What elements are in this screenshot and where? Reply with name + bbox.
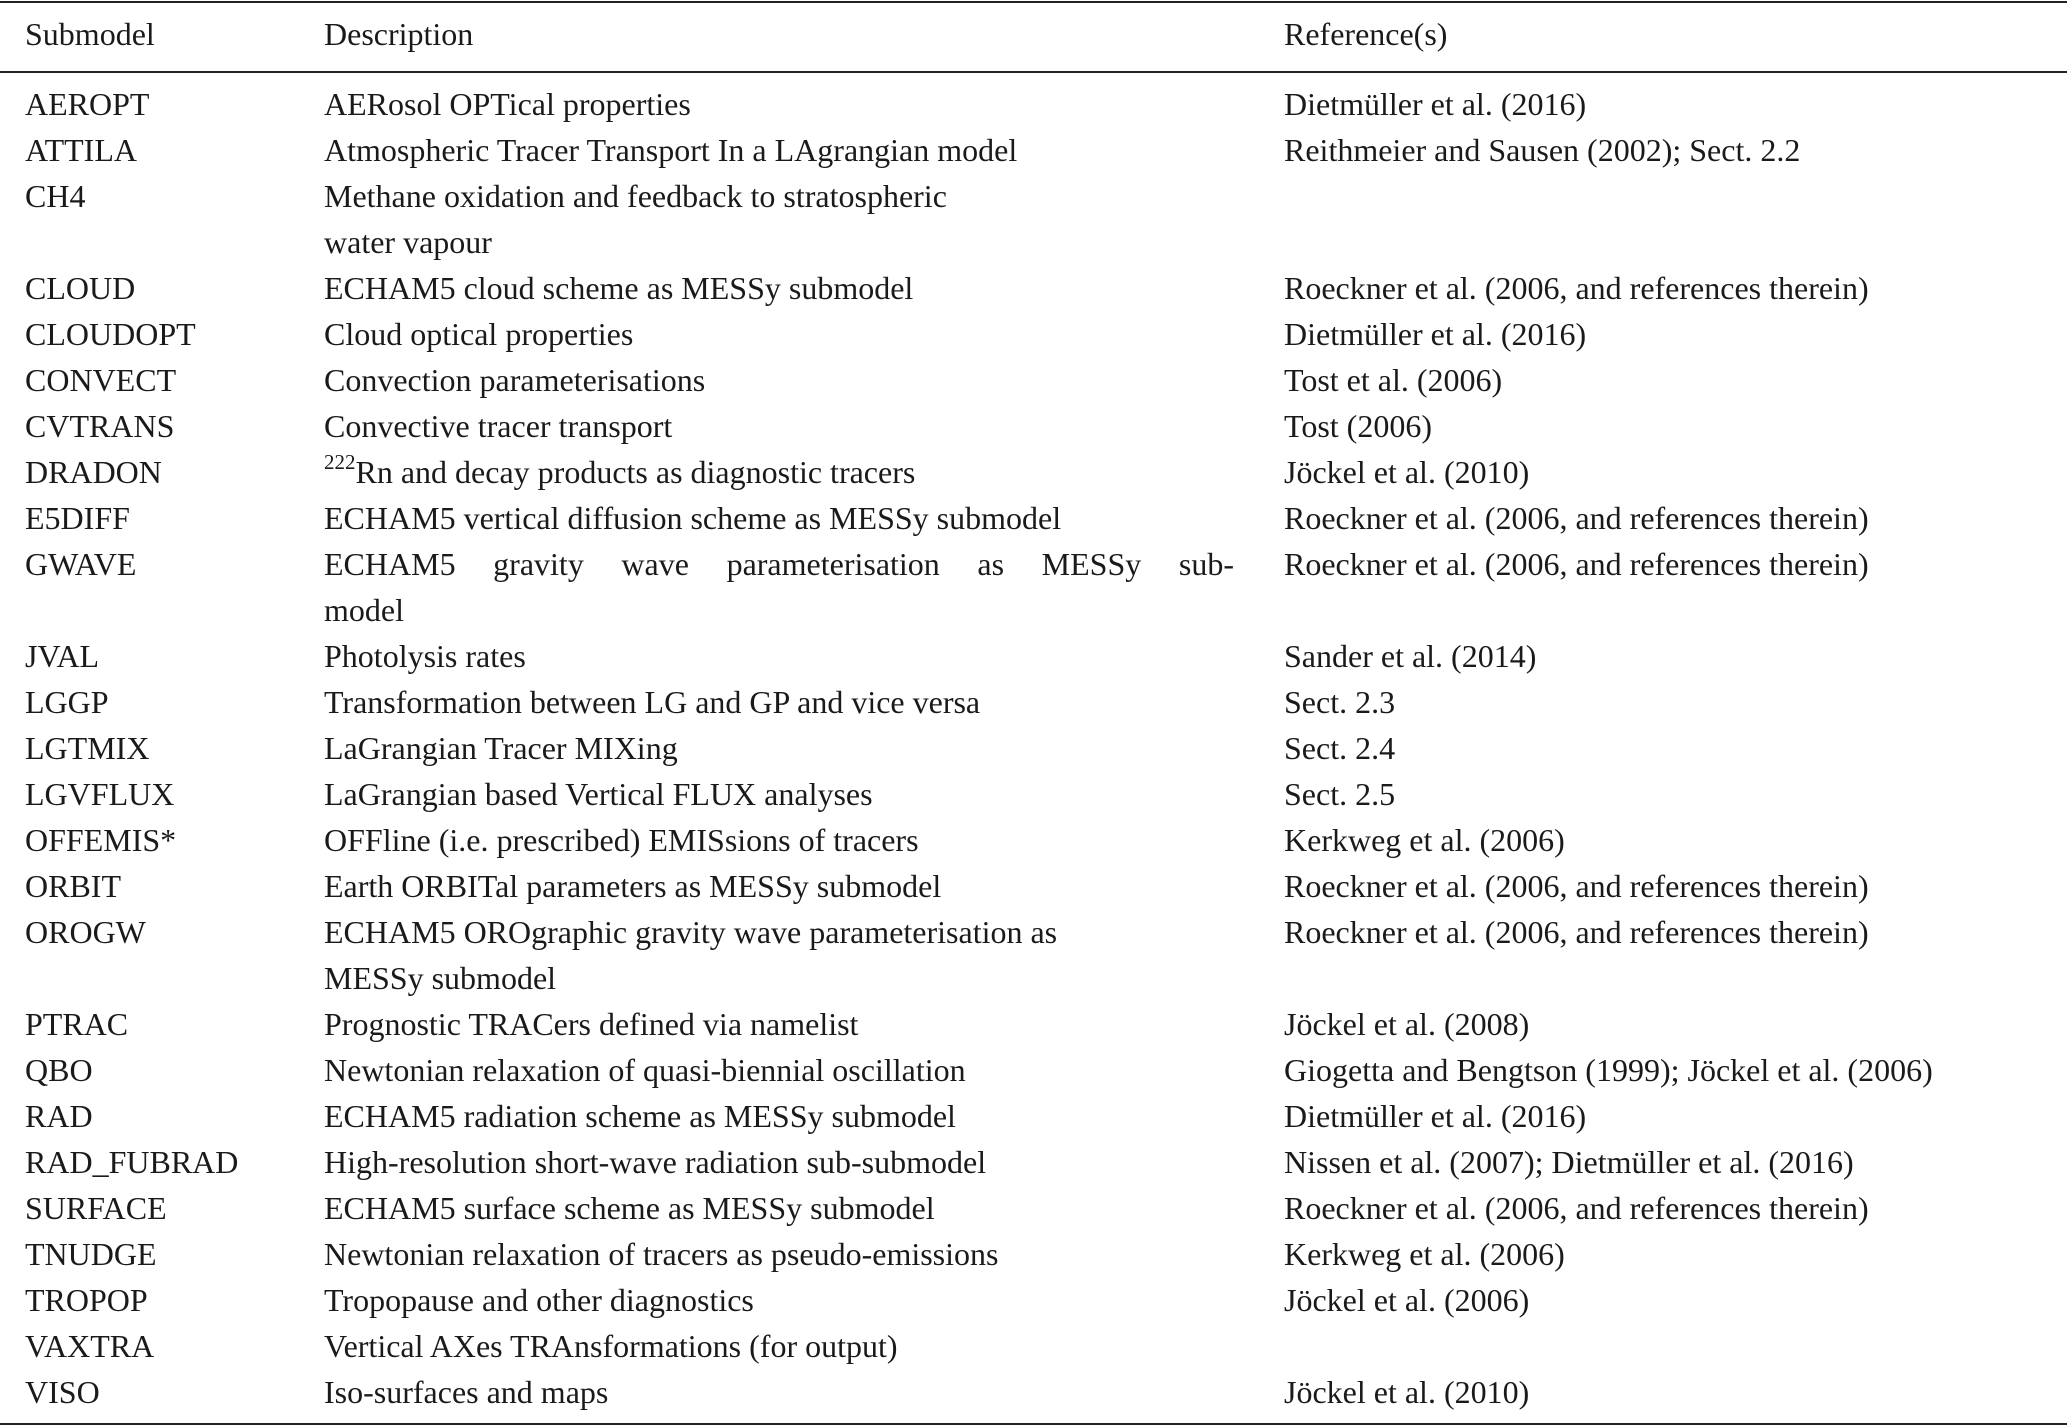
description-cell (324, 541, 1234, 633)
submodel-cell: TNUDGE (25, 1236, 157, 1272)
table-row (0, 1277, 2067, 1323)
submodel-cell: LGTMIX (25, 730, 150, 766)
submodel-cell: ORBIT (25, 868, 121, 904)
table-row (0, 725, 2067, 771)
header-description: Description (324, 16, 474, 52)
reference-cell: Kerkweg et al. (2006) (1284, 822, 1565, 858)
table-header-rule (0, 71, 2067, 73)
reference-cell: Roeckner et al. (2006, and references therein) (1284, 270, 1869, 306)
description-cell: ECHAM5 vertical diffusion scheme as MESSy submodel (324, 500, 1062, 536)
description-cell: ECHAM5 radiation scheme as MESSy submodel (324, 1098, 956, 1134)
description-line-2: MESSy submodel (324, 960, 557, 996)
submodel-cell: AEROPT (25, 86, 150, 122)
description-cell: LaGrangian Tracer MIXing (324, 730, 678, 766)
submodel-cell: RAD (25, 1098, 93, 1134)
reference-cell: Reithmeier and Sausen (2002); Sect. 2.2 (1284, 132, 1801, 168)
table-row (0, 1093, 2067, 1139)
description-cell: ECHAM5 surface scheme as MESSy submodel (324, 1190, 935, 1226)
reference-cell: Sander et al. (2014) (1284, 638, 1537, 674)
table-row (0, 1047, 2067, 1093)
table-row (0, 771, 2067, 817)
description-text: Rn and decay products as diagnostic tracers (355, 454, 916, 490)
table-row (0, 449, 2067, 495)
description-cell: Newtonian relaxation of tracers as pseudo-emissions (324, 1236, 999, 1272)
reference-cell: Sect. 2.3 (1284, 684, 1396, 720)
submodel-cell: PTRAC (25, 1006, 129, 1042)
reference-cell: Roeckner et al. (2006, and references therein) (1284, 868, 1869, 904)
submodel-cell: GWAVE (25, 546, 137, 582)
table-row (0, 1001, 2067, 1047)
table-row (0, 403, 2067, 449)
table-row (0, 81, 2067, 127)
reference-cell: Jöckel et al. (2006) (1284, 1282, 1530, 1318)
submodel-cell: CLOUDOPT (25, 316, 196, 352)
description-cell: Atmospheric Tracer Transport In a LAgrangian model (324, 132, 1018, 168)
table-row (0, 1231, 2067, 1277)
reference-cell: Jöckel et al. (2010) (1284, 1374, 1530, 1410)
description-cell: Photolysis rates (324, 638, 526, 674)
reference-cell: Roeckner et al. (2006, and references therein) (1284, 914, 1869, 950)
reference-cell: Tost et al. (2006) (1284, 362, 1503, 398)
submodel-cell: E5DIFF (25, 500, 130, 536)
submodel-cell: CONVECT (25, 362, 177, 398)
submodel-cell: CVTRANS (25, 408, 175, 444)
header-references: Reference(s) (1284, 16, 1448, 52)
description-cell: High-resolution short-wave radiation sub-submodel (324, 1144, 987, 1180)
reference-cell: Dietmüller et al. (2016) (1284, 86, 1587, 122)
table-row (0, 679, 2067, 725)
table-row (0, 633, 2067, 679)
description-cell: Tropopause and other diagnostics (324, 1282, 754, 1318)
reference-cell: Roeckner et al. (2006, and references therein) (1284, 500, 1869, 536)
reference-cell: Dietmüller et al. (2016) (1284, 1098, 1587, 1134)
submodel-cell: RAD_FUBRAD (25, 1144, 239, 1180)
reference-cell: Roeckner et al. (2006, and references therein) (1284, 1190, 1869, 1226)
table-row (0, 541, 2067, 633)
description-line-2: water vapour (324, 224, 492, 260)
submodel-cell: TROPOP (25, 1282, 148, 1318)
submodel-cell: CLOUD (25, 270, 136, 306)
reference-cell: Sect. 2.4 (1284, 730, 1396, 766)
reference-cell: Sect. 2.5 (1284, 776, 1396, 812)
description-cell: Prognostic TRACers defined via namelist (324, 1006, 859, 1042)
table-row (0, 817, 2067, 863)
description-cell: Iso-surfaces and maps (324, 1374, 609, 1410)
table-row (0, 1369, 2067, 1415)
submodel-cell: VAXTRA (25, 1328, 155, 1364)
table-header-row (0, 0, 2067, 70)
submodel-cell: LGGP (25, 684, 109, 720)
description-line-2: model (324, 592, 404, 628)
reference-cell: Nissen et al. (2007); Dietmüller et al. (2016) (1284, 1144, 1854, 1180)
description-cell: Convection parameterisations (324, 362, 706, 398)
submodel-cell: LGVFLUX (25, 776, 175, 812)
submodel-cell: VISO (25, 1374, 100, 1410)
table-bottom-rule (0, 1423, 2067, 1425)
table-row (0, 1185, 2067, 1231)
description-cell: Earth ORBITal parameters as MESSy submodel (324, 868, 942, 904)
submodel-cell: SURFACE (25, 1190, 167, 1226)
reference-cell: Dietmüller et al. (2016) (1284, 316, 1587, 352)
description-line-1: ECHAM5 gravity wave parameterisation as MESSy sub- (324, 546, 1234, 582)
description-line-1: ECHAM5 OROgraphic gravity wave parameterisation as (324, 914, 1058, 950)
reference-cell: Giogetta and Bengtson (1999); Jöckel et al. (2006) (1284, 1052, 1933, 1088)
table-row (0, 265, 2067, 311)
header-submodel: Submodel (25, 16, 155, 52)
reference-cell: Roeckner et al. (2006, and references therein) (1284, 546, 1869, 582)
description-cell: Newtonian relaxation of quasi-biennial oscillation (324, 1052, 966, 1088)
reference-cell: Jöckel et al. (2008) (1284, 1006, 1530, 1042)
reference-cell: Kerkweg et al. (2006) (1284, 1236, 1565, 1272)
isotope-superscript: 222 (324, 450, 356, 475)
table-row (0, 127, 2067, 173)
description-cell: Transformation between LG and GP and vice versa (324, 684, 981, 720)
table-row (0, 1323, 2067, 1369)
submodel-cell: ATTILA (25, 132, 137, 168)
description-cell: Vertical AXes TRAnsformations (for output) (324, 1328, 898, 1364)
description-cell: Cloud optical properties (324, 316, 634, 352)
submodel-cell: QBO (25, 1052, 93, 1088)
description-cell (324, 173, 1234, 265)
description-cell: LaGrangian based Vertical FLUX analyses (324, 776, 873, 812)
description-cell (324, 909, 1234, 1001)
table-body (0, 81, 2067, 1415)
submodel-cell: CH4 (25, 178, 86, 214)
table-row (0, 1139, 2067, 1185)
submodel-cell: DRADON (25, 454, 162, 490)
submodel-cell: JVAL (25, 638, 100, 674)
description-cell: Convective tracer transport (324, 408, 673, 444)
table-row (0, 863, 2067, 909)
table-row (0, 311, 2067, 357)
description-cell: AERosol OPTical properties (324, 86, 691, 122)
submodel-cell: OFFEMIS* (25, 822, 177, 858)
reference-cell: Jöckel et al. (2010) (1284, 454, 1530, 490)
table-row (0, 495, 2067, 541)
table-row (0, 909, 2067, 1001)
table-row (0, 357, 2067, 403)
reference-cell: Tost (2006) (1284, 408, 1432, 444)
description-cell: OFFline (i.e. prescribed) EMISsions of tracers (324, 822, 919, 858)
description-line-1: Methane oxidation and feedback to stratospheric (324, 178, 947, 214)
submodel-cell: OROGW (25, 914, 146, 950)
description-cell: ECHAM5 cloud scheme as MESSy submodel (324, 270, 914, 306)
description-cell (324, 449, 915, 495)
table-row (0, 173, 2067, 265)
